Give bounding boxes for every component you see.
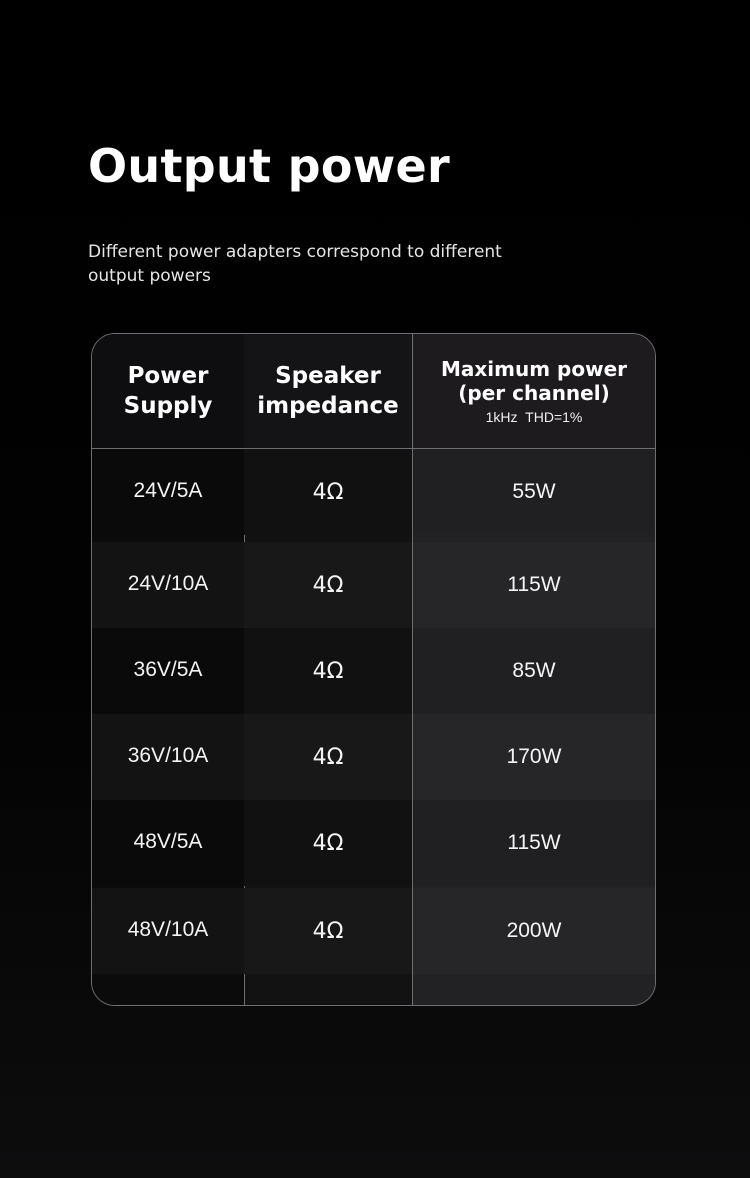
cell-power-supply: 36V/5A	[92, 628, 244, 714]
output-power-table	[91, 333, 656, 1006]
cell-impedance: 4Ω	[244, 449, 412, 535]
table-header	[92, 334, 655, 449]
cell-impedance: 4Ω	[244, 542, 412, 628]
cell-power-supply: 36V/10A	[92, 714, 244, 800]
cell-power-supply: 48V/5A	[92, 800, 244, 886]
header-speaker-impedance	[244, 334, 412, 448]
header-power-supply	[92, 334, 244, 448]
cell-max-power: 55W	[413, 449, 655, 535]
header-max-power-note: 1kHz THD=1%	[485, 409, 583, 425]
cell-max-power: 115W	[413, 542, 655, 628]
cell-impedance: 4Ω	[244, 628, 412, 714]
cell-power-supply: 24V/10A	[92, 542, 244, 628]
cell-impedance: 4Ω	[244, 800, 412, 886]
table-row	[92, 542, 655, 628]
cell-impedance: 4Ω	[244, 714, 412, 800]
table-row	[92, 714, 655, 800]
cell-max-power: 200W	[413, 888, 655, 974]
page-subtitle: Different power adapters correspond to different output powers	[88, 242, 502, 286]
cell-impedance: 4Ω	[244, 888, 412, 974]
cell-power-supply: 48V/10A	[92, 888, 244, 974]
table-row	[92, 800, 655, 886]
header-power-supply-label: Power Supply	[123, 363, 213, 419]
table-row	[92, 449, 655, 535]
header-max-power-label: Maximum power (per channel)	[441, 357, 627, 405]
cell-power-supply: 24V/5A	[92, 449, 244, 535]
cell-max-power: 85W	[413, 628, 655, 714]
page-title: Output power	[88, 139, 451, 193]
header-max-power	[413, 334, 655, 448]
table-row	[92, 888, 655, 974]
header-speaker-impedance-label: Speaker impedance	[257, 363, 399, 419]
table-row	[92, 628, 655, 714]
cell-max-power: 170W	[413, 714, 655, 800]
cell-max-power: 115W	[413, 800, 655, 886]
